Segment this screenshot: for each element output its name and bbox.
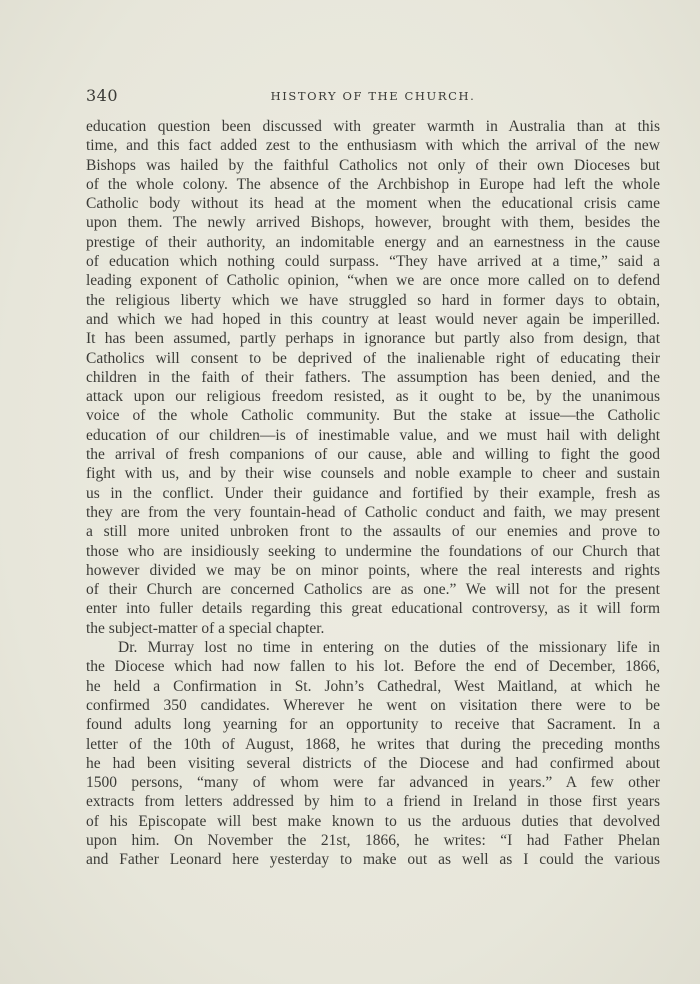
paragraph-end-line: the subject-matter of a special chapter. — [86, 619, 325, 637]
text-line: those who are insidiously seeking to undermine the foundations of our Church that — [86, 542, 660, 560]
text-line: the Diocese which had now fallen to his lot. Before the end of December, 1866, — [86, 658, 660, 676]
text-line: he held a Confirmation in St. John’s Cathedral, West Maitland, at which he — [86, 677, 660, 695]
text-line: a still more united unbroken front to the assaults of our enemies and prove to — [86, 523, 660, 541]
body-text — [86, 117, 660, 870]
text-line: 1500 persons, “many of whom were far advanced in years.” A few other — [86, 774, 660, 792]
text-line: upon them. The newly arrived Bishops, however, brought with them, besides the — [86, 214, 660, 232]
text-line: leading exponent of Catholic opinion, “when we are once more called on to defend — [86, 272, 660, 290]
text-line: us in the conflict. Under their guidance and fortified by their example, fresh as — [86, 484, 660, 502]
page-header — [86, 86, 660, 108]
text-line: however divided we may be on minor points, where the real interests and rights — [86, 561, 660, 579]
text-line: found adults long yearning for an opportunity to receive that Sacrament. In a — [86, 716, 660, 734]
running-title: HISTORY OF THE CHURCH. — [270, 89, 476, 103]
text-line: the religious liberty which we have struggled so hard in former days to obtain, — [86, 291, 660, 309]
text-line: of education which nothing could surpass. “They have arrived at a time,” said a — [86, 253, 660, 271]
page-number: 340 — [86, 86, 119, 105]
text-line: education of our children—is of inestimable value, and we must hail with delight — [86, 426, 660, 444]
text-line: of the whole colony. The absence of the Archbishop in Europe had left the whole — [86, 175, 660, 193]
text-line: he had been visiting several districts of the Diocese and had confirmed about — [86, 754, 660, 772]
text-line: children in the faith of their fathers. The assumption has been denied, and the — [86, 368, 660, 386]
text-line: of his Episcopate will best make known to us the arduous duties that devolved — [86, 812, 660, 830]
text-line: confirmed 350 candidates. Wherever he went on visitation there were to be — [86, 696, 660, 714]
text-line: they are from the very fountain-head of Catholic conduct and faith, we may present — [86, 503, 660, 521]
text-line: and Father Leonard here yesterday to make out as well as I could the various — [86, 851, 660, 869]
text-line: time, and this fact added zest to the enthusiasm with which the arrival of the new — [86, 137, 660, 155]
text-line: attack upon our religious freedom resisted, as it ought to be, by the unanimous — [86, 388, 660, 406]
text-line: of their Church are concerned Catholics are as one.” We will not for the present — [86, 581, 660, 599]
text-line: It has been assumed, partly perhaps in ignorance but partly also from design, that — [86, 330, 660, 348]
text-line: enter into fuller details regarding this great educational controversy, as it will form — [86, 600, 660, 618]
text-line: education question been discussed with greater warmth in Australia than at this — [86, 118, 660, 135]
text-line: fight with us, and by their wise counsels and noble example to cheer and sustain — [86, 465, 660, 483]
text-line: letter of the 10th of August, 1868, he writes that during the preceding months — [86, 735, 660, 753]
text-line: Bishops was hailed by the faithful Catholics not only of their own Dioceses but — [86, 156, 660, 174]
text-line: Catholics will consent to be deprived of the inalienable right of educating their — [86, 349, 660, 367]
text-line: voice of the whole Catholic community. But the stake at issue—the Catholic — [86, 407, 660, 425]
text-line: extracts from letters addressed by him to a friend in Ireland in those first years — [86, 793, 660, 811]
text-line: and which we had hoped in this country at least would never again be imperilled. — [86, 310, 660, 328]
text-line: the arrival of fresh companions of our cause, able and willing to fight the good — [86, 446, 660, 464]
text-line: upon him. On November the 21st, 1866, he writes: “I had Father Phelan — [86, 831, 660, 849]
paragraph-start-line: Dr. Murray lost no time in entering on the duties of the missionary life in — [118, 639, 660, 657]
text-line: prestige of their authority, an indomitable energy and an earnestness in the cause — [86, 233, 660, 251]
text-line: Catholic body without its head at the moment when the educational crisis came — [86, 195, 660, 213]
